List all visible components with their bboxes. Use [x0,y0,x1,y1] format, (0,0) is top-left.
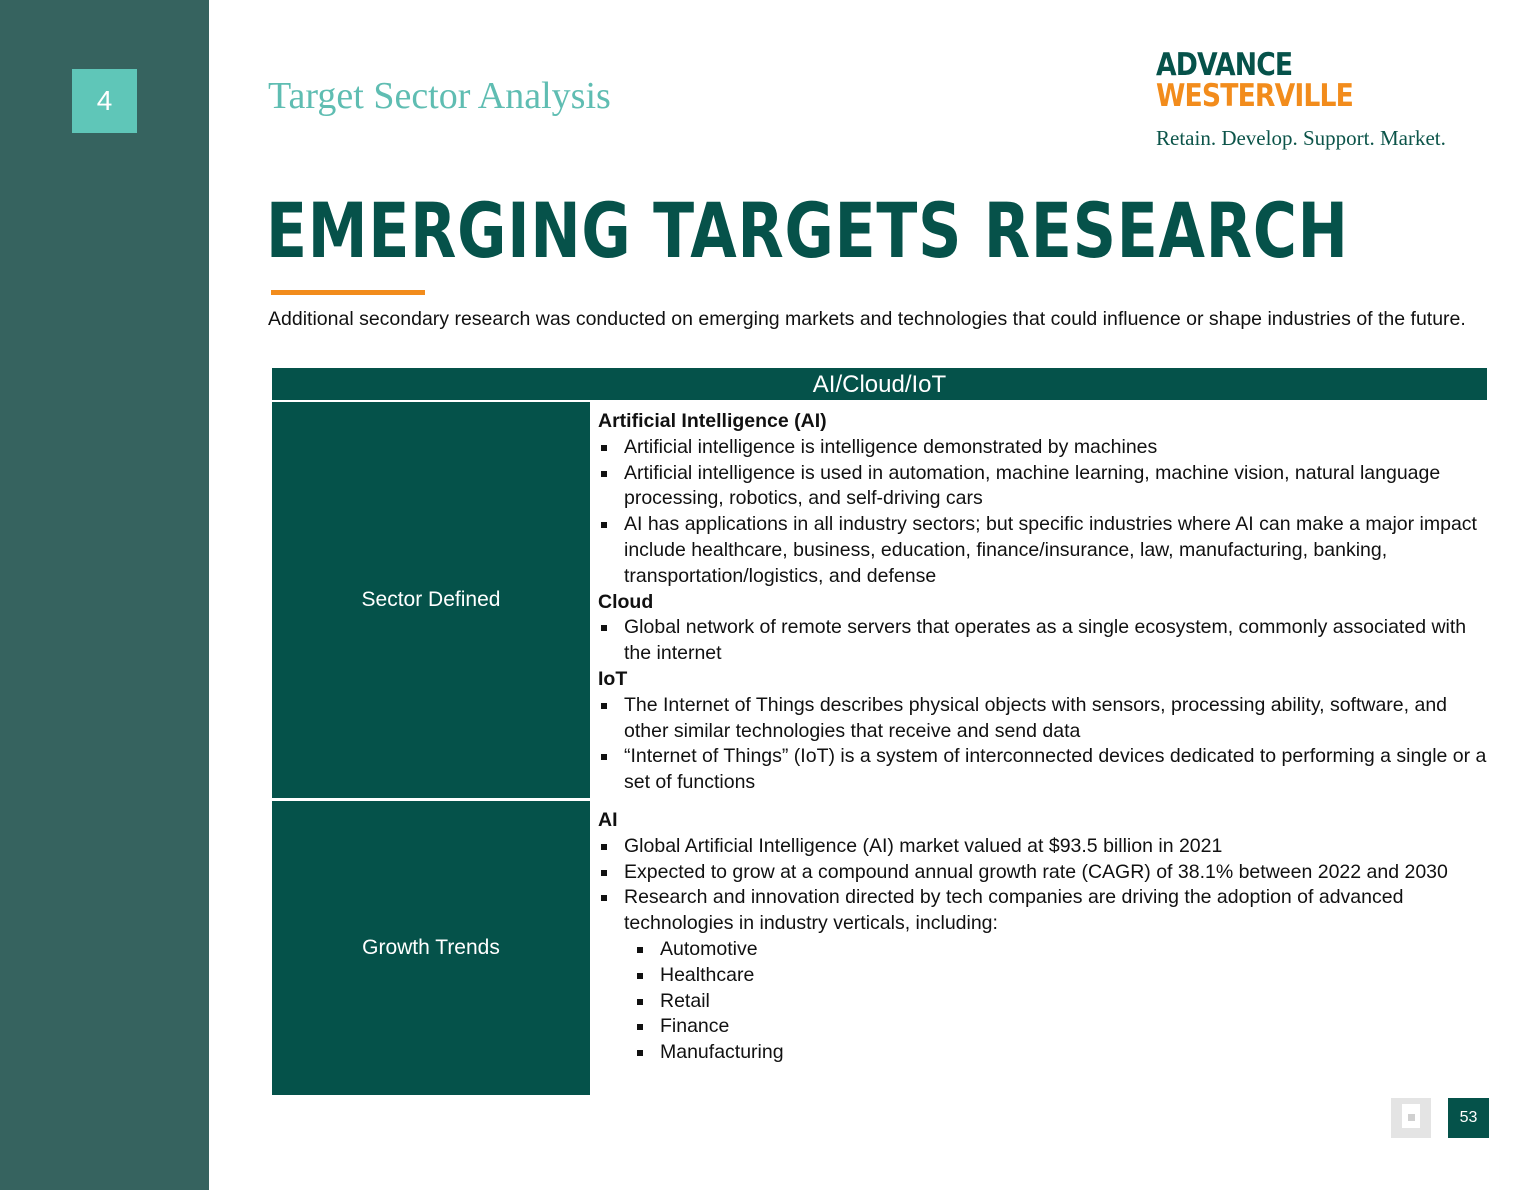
table-header: AI/Cloud/IoT [272,368,1487,400]
growth-trends-cell [598,808,1488,1066]
list-item: Expected to grow at a compound annual growth rate (CAGR) of 38.1% between 2022 and 2030 [598,860,1488,886]
page-number: 53 [1448,1098,1489,1138]
bullet-list [598,615,1488,667]
list-item: Manufacturing [634,1040,1488,1066]
bullet-list [598,834,1488,937]
advance-westerville-logo [1156,47,1446,151]
list-item: “Internet of Things” (IoT) is a system of interconnected devices dedicated to performing a single or a set of functions [598,744,1488,796]
list-item: Artificial intelligence is used in automation, machine learning, machine vision, natural language processing, robotics, and self-driving cars [598,461,1488,513]
logo-tagline: Retain. Develop. Support. Market. [1156,126,1446,150]
intro-paragraph: Additional secondary research was conducted on emerging markets and technologies that could influence or shape industries of the future. [268,308,1466,330]
logo-line-advance: ADVANCE [1156,47,1293,83]
row-label-growth-trends: Growth Trends [272,801,590,1095]
list-item: Research and innovation directed by tech companies are driving the adoption of advanced technologies in industry verticals, including: [598,885,1488,937]
group-heading: AI [598,809,618,831]
list-item: Healthcare [634,963,1488,989]
title-underline [271,290,425,295]
section-number-badge: 4 [72,69,137,133]
list-item: Global network of remote servers that operates as a single ecosystem, commonly associated with the internet [598,615,1488,667]
list-item: Artificial intelligence is intelligence demonstrated by machines [598,435,1488,461]
icon-dot [1408,1114,1415,1121]
list-item: Automotive [634,937,1488,963]
sector-defined-cell [598,409,1488,796]
group-heading: IoT [598,667,628,690]
group-heading: Cloud [598,590,654,613]
sub-bullet-list [598,937,1488,1066]
section-title: Target Sector Analysis [268,75,611,117]
row-label-sector-defined: Sector Defined [272,402,590,798]
page-title: EMERGING TARGETS RESEARCH [266,186,1349,275]
bullet-list [598,693,1488,796]
list-item: Finance [634,1014,1488,1040]
document-logo-icon [1391,1098,1431,1138]
list-item: Retail [634,989,1488,1015]
group-heading: Artificial Intelligence (AI) [598,410,827,432]
list-item: Global Artificial Intelligence (AI) market valued at $93.5 billion in 2021 [598,834,1488,860]
bullet-list [598,435,1488,590]
logo-line-westerville: WESTERVILLE [1156,78,1354,114]
list-item: AI has applications in all industry sectors; but specific industries where AI can make a major impact include healthcare, business, education, finance/insurance, law, manufacturing, banking, transportation/logistics, and defense [598,512,1488,589]
list-item: The Internet of Things describes physical objects with sensors, processing ability, software, and other similar technologies that receive and send data [598,693,1488,745]
sidebar-band [0,0,209,1190]
